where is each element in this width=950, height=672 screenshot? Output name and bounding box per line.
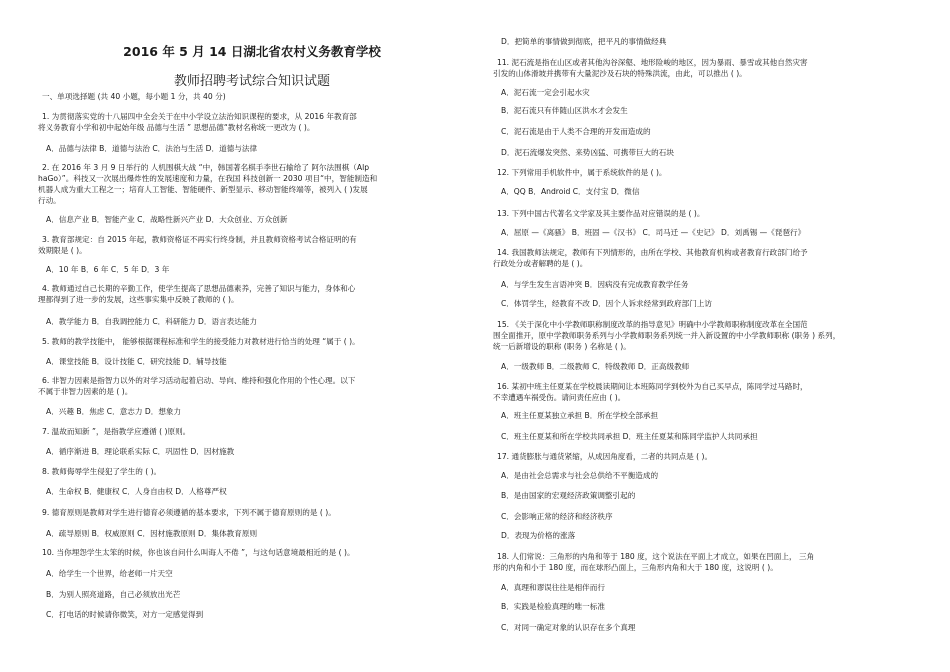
left-text-line: A．疏导原则 B．权威原则 C．因材施教原则 D．集体教育原则 bbox=[46, 529, 258, 538]
right-text-line: B．是由国家的宏观经济政策调整引起的 bbox=[501, 491, 636, 500]
right-text-line: 18. 人们常说：三角形的内角和等于 180 度，这个说法在平面上才成立，如果在凹面上， 三角 bbox=[497, 552, 815, 561]
left-text-line: B．为别人照亮道路，自己必须放出光芒 bbox=[46, 590, 181, 599]
right-text-line: C．会影响正常的经济和经济秩序 bbox=[501, 512, 613, 521]
left-text-line: 1. 为贯彻落实党的十八届四中全会关于在中小学设立法治知识课程的要求，从 2016 年教育部 bbox=[42, 112, 357, 121]
left-text-line: 不属于非智力因素的是 ( )。 bbox=[38, 387, 133, 396]
left-column bbox=[38, 0, 466, 672]
right-text-line: C．体罚学生，经教育不改 D．因个人诉求经常到政府部门上访 bbox=[501, 299, 712, 308]
left-text-line: A．品德与法律 B．道德与法治 C．法治与生活 D．道德与法律 bbox=[46, 144, 258, 153]
right-text-line: C．泥石流是由于人类不合理的开发而造成的 bbox=[501, 127, 651, 136]
left-text-line: 2. 在 2016 年 3 月 9 日举行的 人机围棋大战 “中，韩国著名棋手李世石输给了 阿尔法围棋（Alp bbox=[42, 163, 370, 172]
right-text-line: B．实践是检验真理的唯一标准 bbox=[501, 602, 605, 611]
right-text-line: 12. 下列常用手机软件中，属于系统软件的是 ( )。 bbox=[497, 168, 667, 177]
right-text-line: D．把简单的事情做到彻底，把平凡的事情做经典 bbox=[501, 37, 667, 46]
right-text-line: A．是由社会总需求与社会总供给不平衡造成的 bbox=[501, 471, 659, 480]
right-column bbox=[493, 0, 923, 672]
exam-title-line2: 教师招聘考试综合知识试题 bbox=[173, 74, 330, 89]
left-text-line: 效期限是 ( )。 bbox=[38, 246, 87, 255]
right-text-line: 13. 下列中国古代著名文学家及其主要作品对应错误的是 ( )。 bbox=[497, 209, 705, 218]
right-text-line: 不幸遭遇车祸受伤。请问责任应由 ( )。 bbox=[493, 393, 626, 402]
right-text-line: A．真理和谬误往往是相伴而行 bbox=[501, 583, 605, 592]
right-text-line: A．班主任夏某独立承担 B．所在学校全部承担 bbox=[501, 411, 659, 420]
right-text-line: C．对同一确定对象的认识存在多个真理 bbox=[501, 623, 636, 632]
left-text-line: 4. 教师通过自己长期的辛勤工作，使学生提高了思想品德素养，完善了知识与能力，身体和心 bbox=[42, 284, 356, 293]
left-text-line: A．课堂技能 B．设计技能 C．研究技能 D．辅导技能 bbox=[46, 357, 227, 366]
right-text-line: 14. 我国教师法规定，教师有下列情形的，由所在学校、其他教育机构或者教育行政部门给予 bbox=[497, 248, 808, 257]
right-text-line: D．泥石流爆发突然、来势凶猛、可携带巨大的石块 bbox=[501, 148, 674, 157]
left-text-line: A．生命权 B．健康权 C．人身自由权 D．人格尊严权 bbox=[46, 487, 227, 496]
left-text-line: A．信息产业 B．智能产业 C．战略性新兴产业 D．大众创业、万众创新 bbox=[46, 215, 288, 224]
left-text-line: 10. 当你埋怨学生太笨的时候，你也该自问什么叫诲人不倦 ”，与这句话意境最相近的是 ( )。 bbox=[42, 548, 355, 557]
right-text-line: 围全面推开，原中学教师职务系列与小学教师职务系列统一并入新设置的中小学教师职称 (职务 ) 系列， bbox=[493, 331, 841, 340]
left-text-line: 将义务教育小学和初中起始年级 品德与生活 ” 思想品德“教材名称统一更改为 ( )。 bbox=[38, 123, 315, 132]
right-text-line: A．泥石流一定会引起水灾 bbox=[501, 88, 590, 97]
left-text-line: A．教学能力 B．自我调控能力 C．科研能力 D．语言表达能力 bbox=[46, 317, 258, 326]
left-text-line: A．10 年 B．6 年 C．5 年 D．3 年 bbox=[46, 265, 170, 274]
right-text-line: A．一级教师 B．二级教师 C．特级教师 D．正高级教师 bbox=[501, 362, 690, 371]
exam-title-line1: 2016 年 5 月 14 日湖北省农村义务教育学校 bbox=[123, 44, 381, 59]
right-text-line: A．QQ B．Android C．支付宝 D．微信 bbox=[501, 187, 640, 196]
right-text-line: 形的内角和小于 180 度，而在球形凸面上，三角形内角和大于 180 度，这说明 ( )。 bbox=[493, 563, 778, 572]
left-text-line: 3. 教育部规定：自 2015 年起，教师资格证不再实行终身制，并且教师资格考试合格证明的有 bbox=[42, 235, 357, 244]
left-text-line: haGo）”。科技又一次展出爆炸性的发展速度和力量，在我国 科技创新一 2030 项目“中，智能制造和 bbox=[38, 174, 378, 183]
section-heading: 一、单项选择题 (共 40 小题，每小题 1 分，共 40 分) bbox=[42, 92, 226, 101]
left-text-line: C．打电话的时候请你微笑，对方一定感觉得到 bbox=[46, 610, 204, 619]
left-text-line: 行动。 bbox=[38, 196, 61, 205]
right-text-line: B．泥石流只有伴随山区洪水才会发生 bbox=[501, 106, 628, 115]
right-text-line: 17. 通货膨胀与通货紧缩，从成因角度看，二者的共同点是 ( )。 bbox=[497, 452, 713, 461]
right-text-line: C．班主任夏某和所在学校共同承担 D．班主任夏某和陈同学监护人共同承担 bbox=[501, 432, 758, 441]
right-text-line: 16. 某初中班主任夏某在学校晨读期间让本班陈同学到校外为自己买早点，陈同学过马路时， bbox=[497, 382, 808, 391]
left-text-line: 理都得到了进一步的发展，这些事实集中反映了教师的 ( )。 bbox=[38, 295, 239, 304]
right-text-line: 引发的山体滑坡并携带有大量泥沙及石块的特殊洪流，由此，可以推出 ( )。 bbox=[493, 69, 747, 78]
left-text-line: 5. 教师的教学技能中， 能够根据课程标准和学生的接受能力对教材进行恰当的处理 “属于 ( )。 bbox=[42, 337, 360, 346]
right-text-line: D．表现为价格的涨落 bbox=[501, 531, 576, 540]
right-text-line: 15. 《关于深化中小学教师职称制度改革的指导意见》明确中小学教师职称制度改革在全国范 bbox=[497, 320, 808, 329]
left-text-line: 9. 德育原则是教师对学生进行德育必须遵循的基本要求，下列不属于德育原则的是 ( )。 bbox=[42, 508, 336, 517]
left-text-line: 6. 非智力因素是指智力以外的对学习活动起着启动、导向、维持和强化作用的个性心理。以下 bbox=[42, 376, 356, 385]
left-text-line: A．循序渐进 B．理论联系实际 C．巩固性 D．因材施教 bbox=[46, 447, 235, 456]
right-text-line: A．屈原 —《离骚》 B．班固 —《汉书》 C．司马迁 —《史记》 D．刘禹锡 —《琵琶行》 bbox=[501, 228, 806, 237]
left-text-line: A．给学生一个世界，给老师一片天空 bbox=[46, 569, 173, 578]
left-text-line: 机器人成为重大工程之一；培育人工智能、智能硬件、新型显示、移动智能终端等，被列入 ( )发展 bbox=[38, 185, 368, 194]
right-text-line: 11. 泥石流是指在山区或者其他沟谷深壑、地形险峻的地区，因为暴雨、暴雪或其他自然灾害 bbox=[497, 58, 808, 67]
right-text-line: 行政处分或者解聘的是 ( )。 bbox=[493, 259, 588, 268]
left-text-line: 7. 温故而知新 ”，是指教学应遵循 ( )原则。 bbox=[42, 427, 191, 436]
right-text-line: A．与学生发生言语冲突 B．因病没有完成教育教学任务 bbox=[501, 280, 689, 289]
right-text-line: 统一后新增设的职称 (职务 ) 名称是 ( )。 bbox=[493, 342, 631, 351]
left-text-line: 8. 教师侮辱学生侵犯了学生的 ( )。 bbox=[42, 467, 162, 476]
left-text-line: A．兴趣 B．焦虑 C．意志力 D．想象力 bbox=[46, 407, 182, 416]
